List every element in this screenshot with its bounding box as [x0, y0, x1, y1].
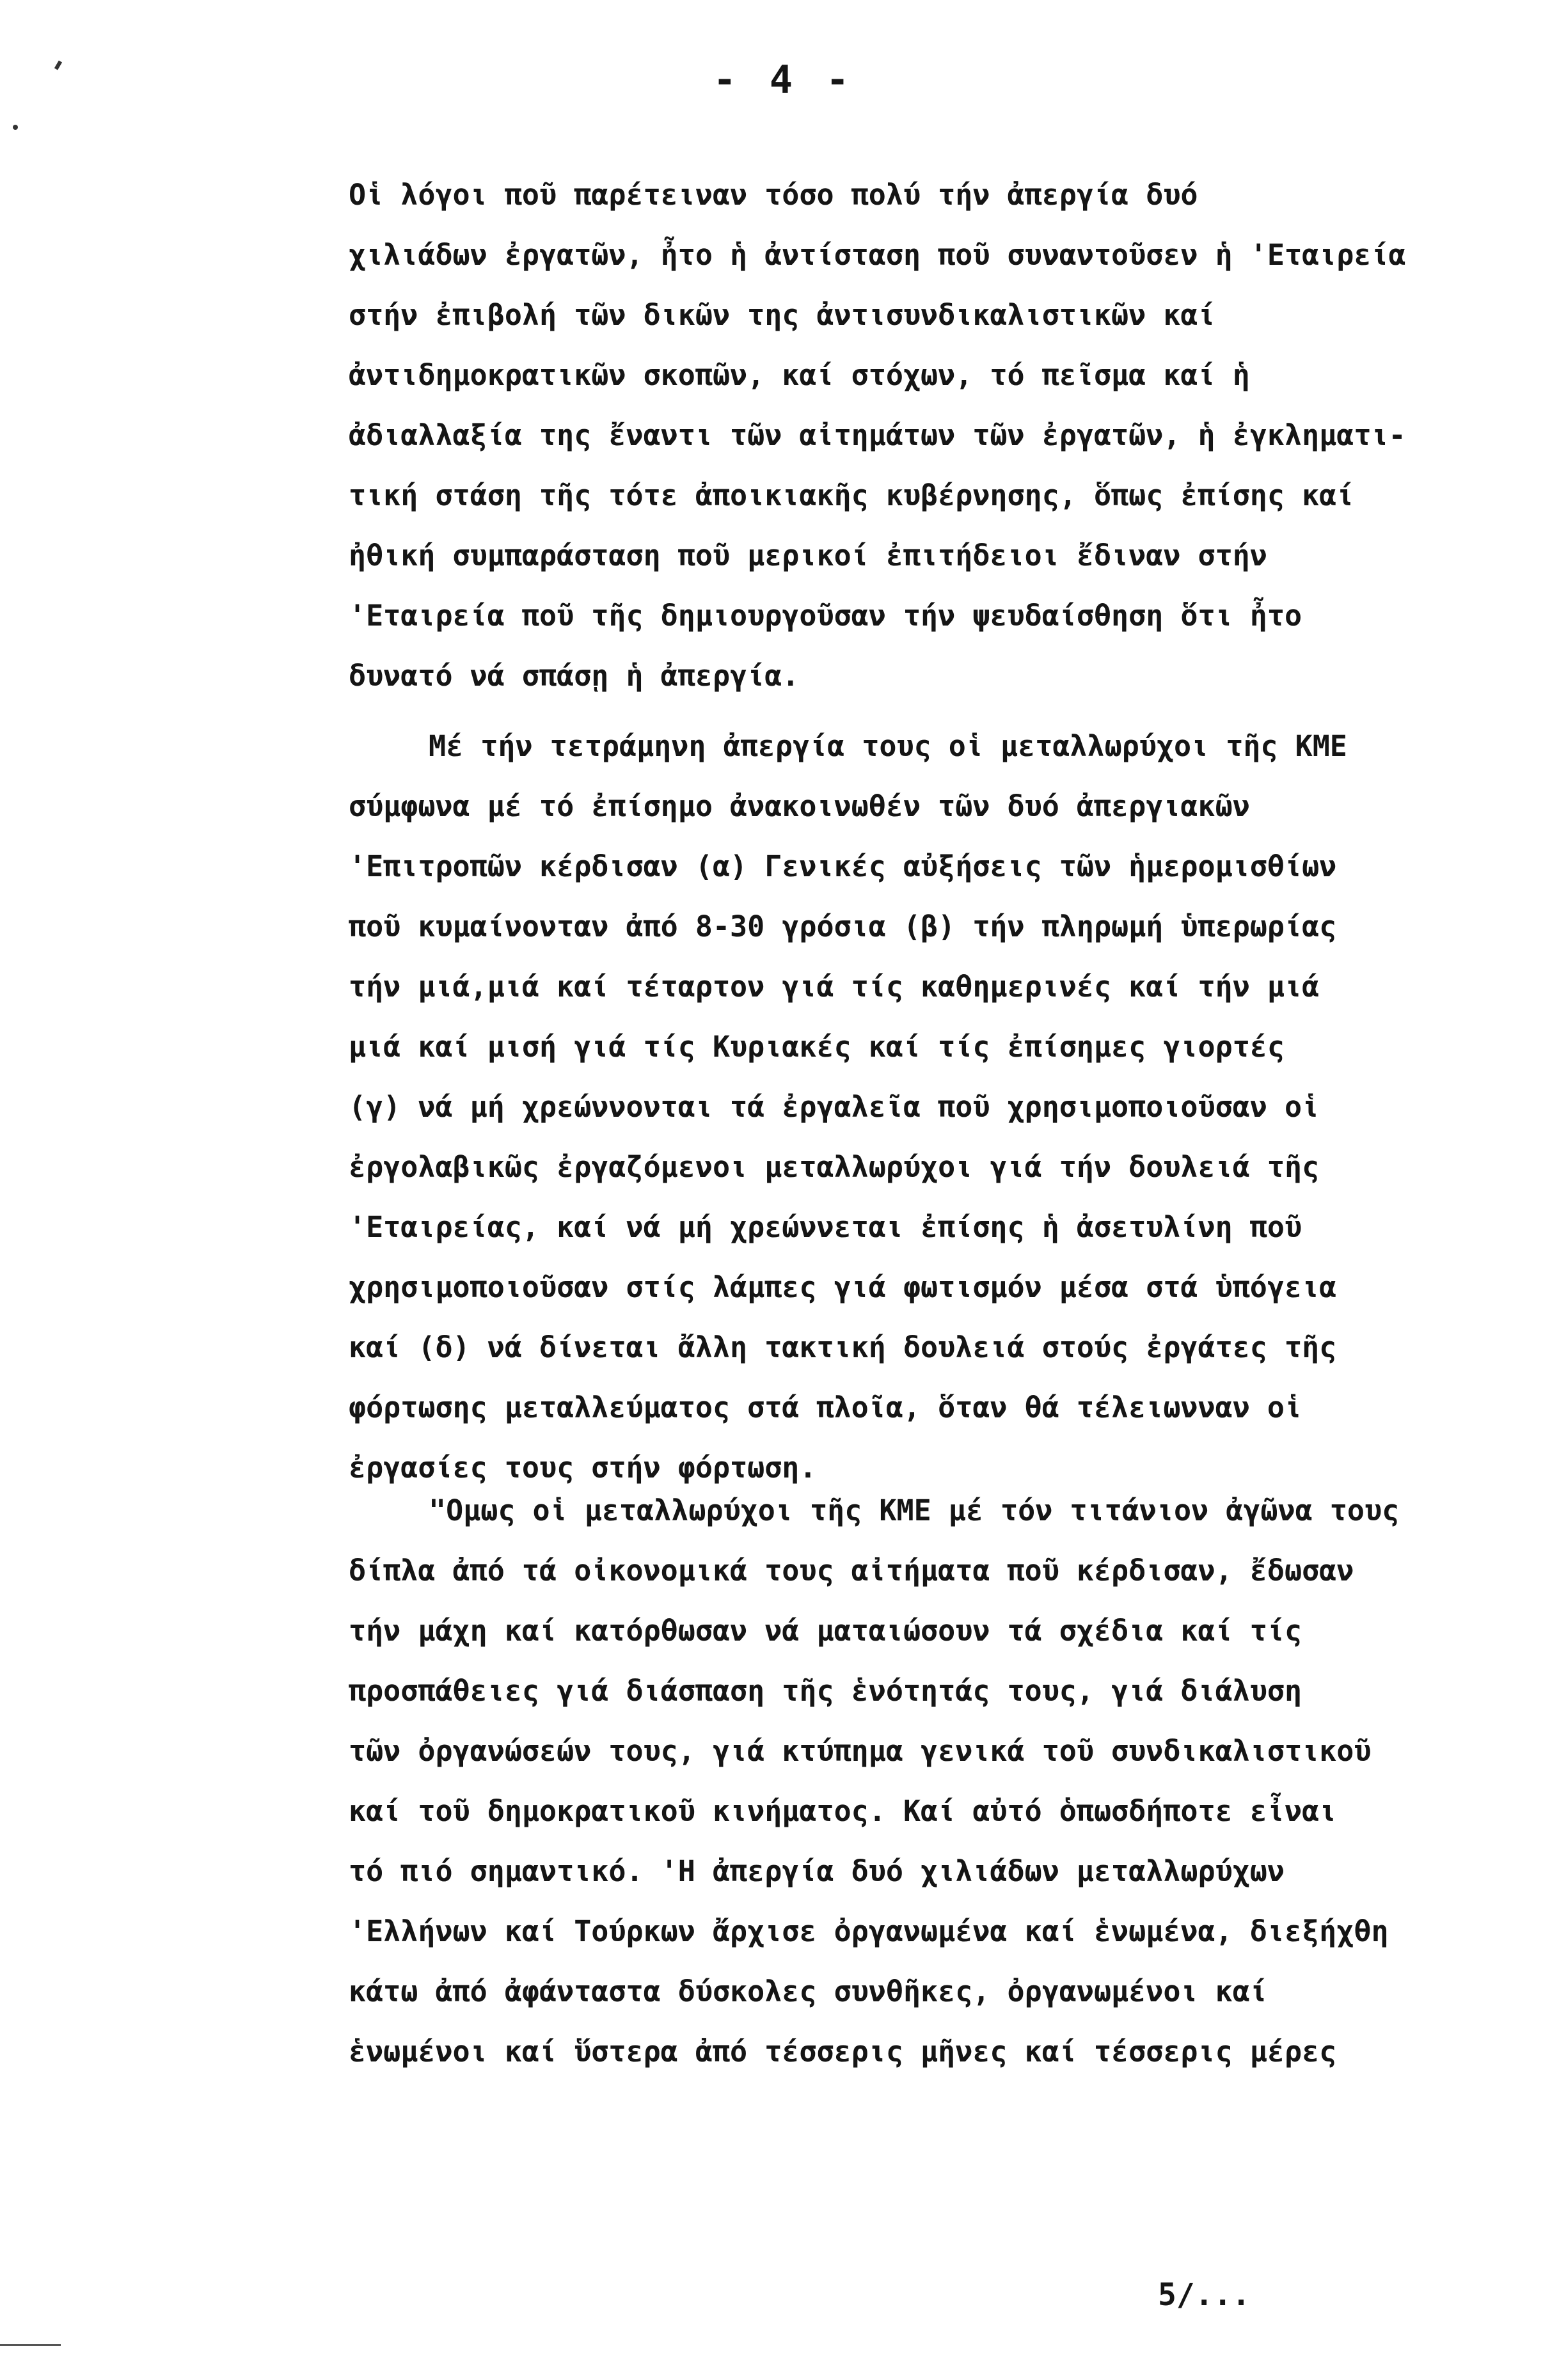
- text-line: καί τοῦ δημοκρατικοῦ κινήματος. Καί αὐτό ὁπωσδήποτε εἶναι: [349, 1794, 1337, 1828]
- text-line: ἠθική συμπαράσταση ποῦ μερικοί ἐπιτήδειοι ἔδιναν στήν: [349, 539, 1267, 572]
- text-line: ἀδιαλλαξία της ἔναντι τῶν αἰτημάτων τῶν ἐργατῶν, ἡ ἐγκληματι-: [349, 418, 1406, 452]
- text-line: Οἱ λόγοι ποῦ παρέτειναν τόσο πολύ τήν ἀπεργία δυό: [349, 178, 1198, 212]
- text-line: μιά καί μισή γιά τίς Κυριακές καί τίς ἐπίσημες γιορτές: [349, 1030, 1285, 1064]
- text-line: χρησιμοποιοῦσαν στίς λάμπες γιά φωτισμόν μέσα στά ὑπόγεια: [349, 1270, 1337, 1304]
- text-line: 'Ελλήνων καί Τούρκων ἄρχισε ὀργανωμένα καί ἑνωμένα, διεξήχθη: [349, 1914, 1389, 1948]
- continuation-marker: 5/...: [1158, 2277, 1251, 2313]
- text-line: δυνατό νά σπάσῃ ἡ ἀπεργία.: [349, 659, 800, 693]
- paragraph: [349, 165, 1406, 706]
- text-line: δίπλα ἀπό τά οἰκονομικά τους αἰτήματα ποῦ κέρδισαν, ἔδωσαν: [349, 1554, 1354, 1588]
- text-line: ποῦ κυμαίνονταν ἀπό 8-30 γρόσια (β) τήν πληρωμή ὑπερωρίας: [349, 910, 1337, 943]
- scan-mark: [0, 2344, 61, 2346]
- text-line: Μέ τήν τετράμηνη ἀπεργία τους οἱ μεταλλωρύχοι τῆς ΚΜΕ: [429, 729, 1347, 763]
- text-line: "Ομως οἱ μεταλλωρύχοι τῆς ΚΜΕ μέ τόν τιτάνιον ἀγῶνα τους: [429, 1493, 1400, 1527]
- text-line: κάτω ἀπό ἀφάνταστα δύσκολες συνθῆκες, ὀργανωμένοι καί: [349, 1974, 1267, 2008]
- text-line: τήν μιά,μιά καί τέταρτον γιά τίς καθημερινές καί τήν μιά: [349, 970, 1320, 1004]
- text-line: ἑνωμένοι καί ὕστερα ἀπό τέσσερις μῆνες καί τέσσερις μέρες: [349, 2035, 1337, 2069]
- text-line: σύμφωνα μέ τό ἐπίσημο ἀνακοινωθέν τῶν δυό ἀπεργιακῶν: [349, 789, 1250, 823]
- text-line: ἐργασίες τους στήν φόρτωση.: [349, 1451, 817, 1485]
- text-line: τική στάση τῆς τότε ἀποικιακῆς κυβέρνησης, ὅπως ἐπίσης καί: [349, 478, 1354, 512]
- scan-mark: [13, 125, 18, 130]
- scan-mark: [54, 60, 62, 70]
- text-line: 'Επιτροπῶν κέρδισαν (α) Γενικές αὐξήσεις τῶν ἡμερομισθίων: [349, 849, 1337, 883]
- text-line: στήν ἐπιβολή τῶν δικῶν της ἀντισυνδικαλιστικῶν καί: [349, 298, 1215, 332]
- text-line: 'Εταιρεία ποῦ τῆς δημιουργοῦσαν τήν ψευδαίσθηση ὅτι ἦτο: [349, 599, 1302, 633]
- text-line: καί (δ) νά δίνεται ἄλλη τακτική δουλειά στούς ἐργάτες τῆς: [349, 1330, 1337, 1364]
- text-line: ἀντιδημοκρατικῶν σκοπῶν, καί στόχων, τό πεῖσμα καί ἡ: [349, 358, 1250, 392]
- paragraph: [349, 1481, 1399, 2082]
- text-line: τό πιό σημαντικό. 'Η ἀπεργία δυό χιλιάδων μεταλλωρύχων: [349, 1854, 1285, 1888]
- text-line: τήν μάχη καί κατόρθωσαν νά ματαιώσουν τά σχέδια καί τίς: [349, 1614, 1302, 1648]
- paragraph: [349, 716, 1347, 1498]
- page-number: - 4 -: [713, 58, 855, 102]
- text-line: φόρτωσης μεταλλεύματος στά πλοῖα, ὅταν θά τέλειωνναν οἱ: [349, 1391, 1302, 1424]
- text-line: προσπάθειες γιά διάσπαση τῆς ἑνότητάς τους, γιά διάλυση: [349, 1674, 1302, 1708]
- text-line: ἐργολαβικῶς ἐργαζόμενοι μεταλλωρύχοι γιά τήν δουλειά τῆς: [349, 1150, 1320, 1184]
- text-line: 'Εταιρείας, καί νά μή χρεώννεται ἐπίσης ἡ ἀσετυλίνη ποῦ: [349, 1210, 1302, 1244]
- text-line: (γ) νά μή χρεώννονται τά ἐργαλεῖα ποῦ χρησιμοποιοῦσαν οἱ: [349, 1090, 1320, 1124]
- text-line: χιλιάδων ἐργατῶν, ἦτο ἡ ἀντίσταση ποῦ συναντοῦσεν ἡ 'Εταιρεία: [349, 238, 1406, 272]
- text-line: τῶν ὀργανώσεών τους, γιά κτύπημα γενικά τοῦ συνδικαλιστικοῦ: [349, 1734, 1372, 1768]
